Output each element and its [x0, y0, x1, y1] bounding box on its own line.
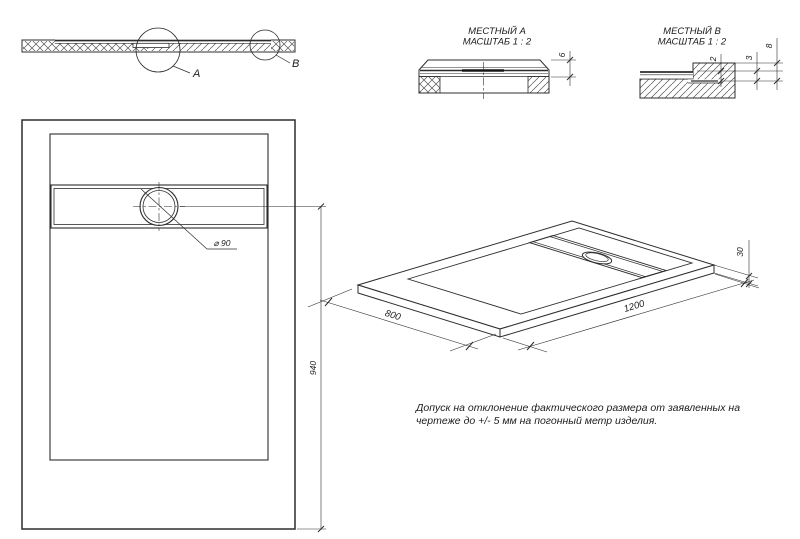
detail-b-dim-step: 2: [708, 56, 718, 62]
section-hatch-right: [271, 41, 294, 51]
detail-b-scale: МАСШТАБ 1 : 2: [657, 36, 727, 48]
detail-label-b: B: [292, 58, 300, 70]
plan-dim-drain-diameter: ⌀ 90: [213, 238, 231, 248]
iso-top-face: [358, 221, 714, 329]
detail-b-dim-thickness: 8: [764, 43, 774, 49]
plan-dim-length-to-drain: 940: [308, 360, 318, 376]
iso-view: [308, 221, 759, 352]
detail-a-hatch-right: [528, 77, 549, 94]
plan-view: [22, 120, 326, 532]
detail-a-view: [419, 25, 576, 99]
iso-dim-length: 1200: [622, 298, 646, 315]
detail-a-title: МЕСТНЫЙ А: [468, 26, 526, 37]
iso-dim-width: 800: [383, 308, 402, 324]
detail-b-leader: [276, 55, 290, 63]
section-drain-flange: [133, 43, 169, 47]
detail-label-a: A: [193, 68, 201, 80]
detail-b-title: МЕСТНЫЙ В: [663, 26, 721, 37]
detail-b-view: [640, 25, 783, 98]
detail-a-scale: МАСШТАБ 1 : 2: [462, 36, 532, 48]
iso-dim-height: 30: [735, 247, 745, 257]
section-view: [22, 28, 299, 80]
tolerance-note-line1: Допуск на отклонение фактического размера от заявленных на: [416, 402, 741, 414]
detail-a-hatch-left: [419, 77, 440, 94]
detail-a-leader: [173, 66, 190, 73]
detail-a-dim-height: 6: [557, 52, 567, 58]
tolerance-note: [415, 402, 740, 427]
tolerance-note-line2: чертеже до +/- 5 мм на погонный метр изделия.: [416, 415, 658, 427]
plan-outer-rect: [22, 120, 295, 529]
detail-b-dim-ledge: 3: [744, 55, 754, 61]
